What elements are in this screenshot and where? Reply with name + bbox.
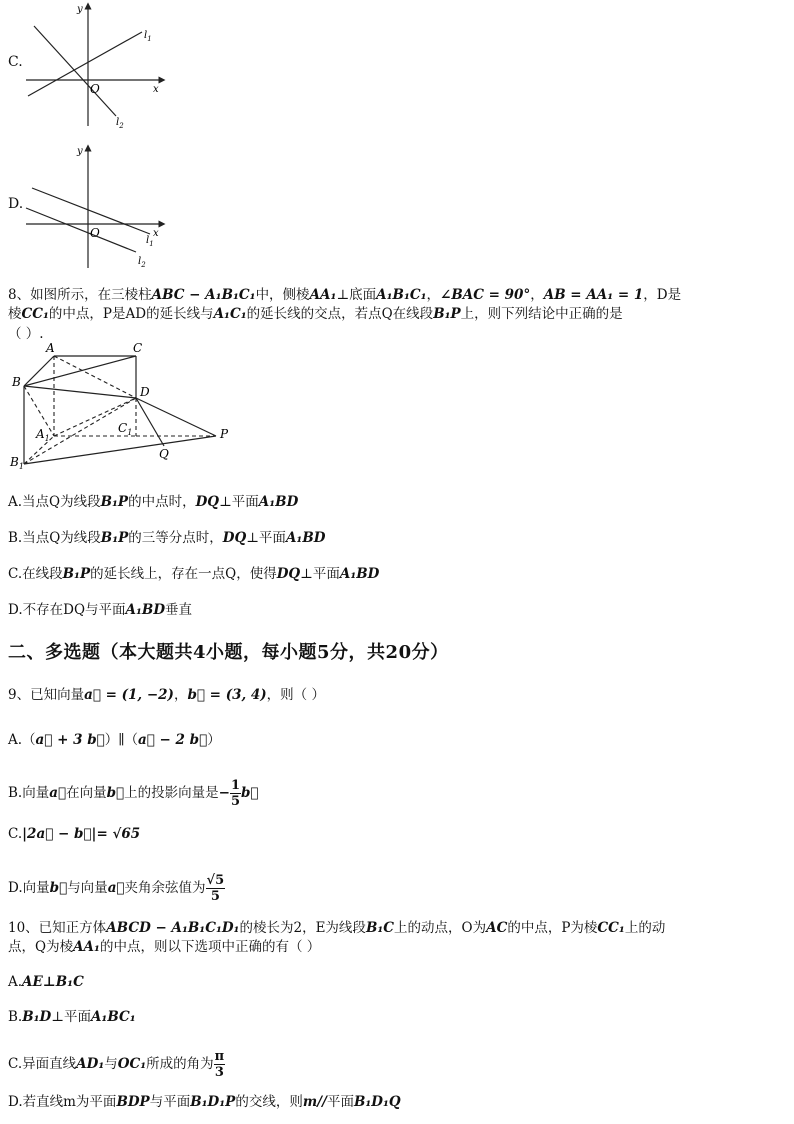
y-axis-label: y <box>77 4 83 15</box>
l1-label: $l_1$ <box>146 235 154 248</box>
q8-option-d: D.不存在DQ与平面A₁BD垂直 <box>8 602 193 618</box>
figure-d-graph <box>20 142 170 272</box>
vertex-c1: $C_1$ <box>118 421 133 437</box>
q10-option-a: A.AE⊥B₁C <box>8 974 84 990</box>
l2-label: $l_2$ <box>138 256 146 269</box>
q10-option-c: C.异面直线AD₁与OC₁所成的角为 $\frac{\pi}{3}$ <box>8 1049 225 1080</box>
origin-label: O <box>90 82 100 96</box>
l2-label: $l_2$ <box>116 117 124 130</box>
option-c-label: C. <box>8 54 23 70</box>
line-l2 <box>34 26 116 116</box>
q8-prism-figure <box>6 340 246 472</box>
vertex-a: A <box>46 341 55 355</box>
fraction-pi-over-3: $\frac{\pi}{3}$ <box>214 1049 225 1080</box>
origin-label: O <box>90 226 100 240</box>
option-d-label: D. <box>8 196 24 212</box>
q9-stem: 9、已知向量a⃗ = (1, −2)，b⃗ = (3, 4)，则（ ） <box>8 687 325 703</box>
y-axis-label: y <box>77 146 83 157</box>
q9-option-b: B.向量a⃗在向量b⃗上的投影向量是− $\frac{1}{5}$ b⃗ <box>8 778 259 809</box>
q10-option-d: D.若直线m为平面BDP与平面B₁D₁P的交线，则m//平面B₁D₁Q <box>8 1094 401 1110</box>
figure-c-graph <box>20 0 170 132</box>
line-l2 <box>26 208 136 252</box>
q8-option-a: A.当点Q为线段B₁P的中点时，DQ⊥平面A₁BD <box>8 494 299 510</box>
vertex-d: D <box>140 385 150 399</box>
q10-stem-line2: 点，Q为棱AA₁的中点，则以下选项中正确的有（ ） <box>8 939 321 955</box>
section-heading: 二、多选题（本大题共4小题，每小题5分，共20分） <box>8 642 449 663</box>
l1-label: $l_1$ <box>144 30 152 43</box>
vertex-c: C <box>133 341 143 355</box>
q8-stem-line2: 棱CC₁的中点，P是AD的延长线与A₁C₁的延长线的交点，若点Q在线段B₁P上，则下列结论中正确的是 <box>8 306 623 322</box>
q10-stem-line1: 10、已知正方体ABCD − A₁B₁C₁D₁的棱长为2，E为线段B₁C上的动点，O为AC的中点，P为棱CC₁上的动 <box>8 920 666 936</box>
x-axis-label: x <box>153 84 159 95</box>
q8-option-c: C.在线段B₁P的延长线上，存在一点Q，使得DQ⊥平面A₁BD <box>8 566 380 582</box>
q8-stem-line3: （ ）. <box>8 326 44 342</box>
fraction-one-fifth: $\frac{1}{5}$ <box>230 778 240 809</box>
fraction-sqrt5-over-5: $\frac{√5}{5}$ <box>206 873 225 904</box>
q10-option-b: B.B₁D⊥平面A₁BC₁ <box>8 1009 136 1025</box>
q8-option-b: B.当点Q为线段B₁P的三等分点时，DQ⊥平面A₁BD <box>8 530 326 546</box>
vertex-p: P <box>220 427 229 441</box>
x-axis-label: x <box>153 228 159 239</box>
vertex-a1: $A_1$ <box>36 427 50 443</box>
vertex-b1: $B_1$ <box>10 455 24 471</box>
vertex-b: B <box>12 375 21 389</box>
q9-option-a: A.（a⃗ + 3 b⃗）∥（a⃗ − 2 b⃗） <box>8 732 221 748</box>
q9-option-c: C.|2a⃗ − b⃗|= √65 <box>8 826 141 842</box>
q8-stem-line1: 8、如图所示，在三棱柱ABC − A₁B₁C₁中，侧棱AA₁⊥底面A₁B₁C₁，∠BAC = 90°，AB = AA₁ = 1，D是 <box>8 287 682 303</box>
vertex-q: Q <box>159 447 169 461</box>
line-l1 <box>28 32 142 96</box>
q9-option-d: D.向量b⃗与向量a⃗夹角余弦值为 $\frac{√5}{5}$ <box>8 873 225 904</box>
